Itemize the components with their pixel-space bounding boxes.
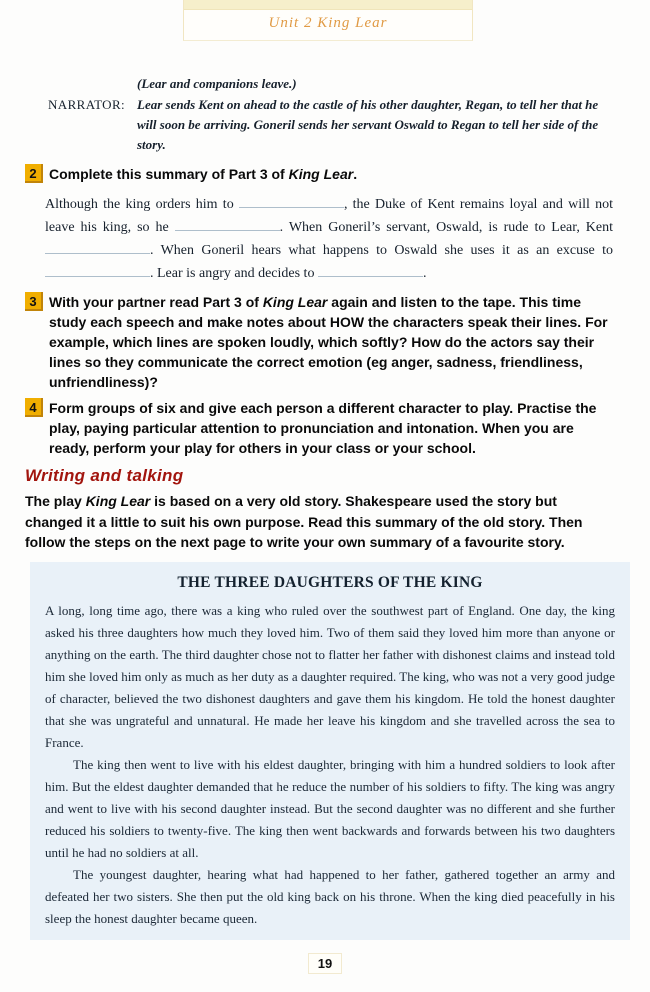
unit-title: Unit 2 King Lear bbox=[268, 15, 388, 31]
narrator-label: NARRATOR: bbox=[48, 97, 126, 112]
exercise-4-text: Form groups of six and give each person a different character to play. Practise the play, paying particular attention to pronunciation and intonation. When you are ready, perform your play for others in your class or your school. bbox=[49, 400, 597, 456]
story-title: THE THREE DAUGHTERS OF THE KING bbox=[177, 574, 483, 591]
king-lear-title-italic: King Lear bbox=[288, 166, 354, 182]
fill-text-6: . bbox=[422, 266, 427, 281]
exercise-4-number-badge: 4 bbox=[25, 398, 43, 417]
narrator-row bbox=[48, 95, 618, 155]
story-paragraph-3: The youngest daughter, hearing what had happened to her father, gathered together an army and defeated her two sisters. She then put the old king back on his throne. When the king died peacefully in his sleep the honest daughter became queen. bbox=[45, 867, 615, 926]
exercise-3-text bbox=[49, 292, 617, 392]
fill-text-1: Although the king orders him to bbox=[45, 197, 234, 212]
exercise-2-title bbox=[49, 164, 617, 184]
king-lear-italic-writing: King Lear bbox=[85, 493, 151, 509]
fill-blank-3 bbox=[45, 240, 150, 254]
story-paragraph-1: A long, long time ago, there was a king who ruled over the southwest part of England. One day, the king asked his three daughters how much they loved him. Two of them said they loved him more than anyone or anything on the earth. The third daughter chose not to flatter her father with dishonest claims and instead told him she loved him only as much as her duty as a daughter required. The king, who was not a very good judge of character, believed the two dishonest daughters and gave them his kingdom. He told the honest daughter that she was ungrateful and unnatural. He made her leave his kingdom and she travelled across the sea to France. bbox=[45, 603, 615, 750]
writing-and-talking-heading: Writing and talking bbox=[25, 466, 184, 485]
story-paragraph-2: The king then went to live with his eldest daughter, bringing with him a hundred soldiers to look after him. But the eldest daughter demanded that he reduce the number of his soldiers to fifty. The king was angry and went to live with his second daughter instead. But the second daughter was no different and she further reduced his soldiers to twenty-five. The king then went backwards and forwards between his two daughters until he had no soldiers at all. bbox=[45, 757, 615, 860]
king-lear-italic-ex3: King Lear bbox=[262, 294, 328, 310]
exercise-3 bbox=[25, 292, 617, 392]
fill-blank-5 bbox=[318, 263, 423, 277]
page-number: 19 bbox=[308, 953, 342, 974]
writing-para-suffix: is based on a very old story. Shakespeare used the story but changed it a little to suit his own purpose. Read this summary of the old story. Then follow the steps on the next page to write your own summary of a favourite story. bbox=[25, 493, 583, 550]
fill-text-3: . When Goneril’s servant, Oswald, is rude to Lear, Kent bbox=[279, 220, 614, 235]
narrator-speech: Lear sends Kent on ahead to the castle of his other daughter, Regan, to tell her that he will soon be arriving. Goneril sends her servant Oswald to Regan to tell her side of the story. bbox=[137, 97, 599, 152]
exercise-3-text-suffix: again and listen to the tape. This time study each speech and make notes about HOW the characters speak their lines. For example, which lines are spoken loudly, which softly? How do the actors say their lines so they communicate the correct emotion (eg anger, sadness, friendliness, unfriendliness)? bbox=[49, 294, 608, 390]
exercise-2 bbox=[25, 164, 617, 184]
script-excerpt bbox=[48, 74, 618, 155]
exercise-3-text-prefix: With your partner read Part 3 of bbox=[49, 294, 263, 310]
exercise-2-number-badge: 2 bbox=[25, 164, 43, 183]
unit-header-band bbox=[184, 0, 472, 10]
story-box bbox=[30, 562, 630, 940]
writing-para-prefix: The play bbox=[25, 493, 86, 509]
fill-text-2: , the Duke of Kent remains loyal and will not leave his king, so he bbox=[45, 197, 614, 235]
exercise-3-number-badge: 3 bbox=[25, 292, 43, 311]
unit-header bbox=[183, 0, 473, 41]
fill-blank-2 bbox=[175, 217, 280, 231]
exercise-2-title-suffix: . bbox=[353, 166, 358, 182]
footer bbox=[0, 953, 650, 974]
fill-text-4: . When Goneril hears what happens to Oswald she uses it as an excuse to bbox=[150, 243, 613, 258]
exercise-4 bbox=[25, 398, 617, 458]
fill-in-paragraph bbox=[45, 193, 613, 285]
writing-intro-paragraph bbox=[25, 491, 618, 553]
stage-direction: (Lear and companions leave.) bbox=[137, 76, 297, 91]
exercise-2-title-prefix: Complete this summary of Part 3 of bbox=[49, 166, 289, 182]
fill-blank-4 bbox=[45, 263, 150, 277]
fill-blank-1 bbox=[239, 194, 344, 208]
fill-text-5: . Lear is angry and decides to bbox=[150, 266, 315, 281]
